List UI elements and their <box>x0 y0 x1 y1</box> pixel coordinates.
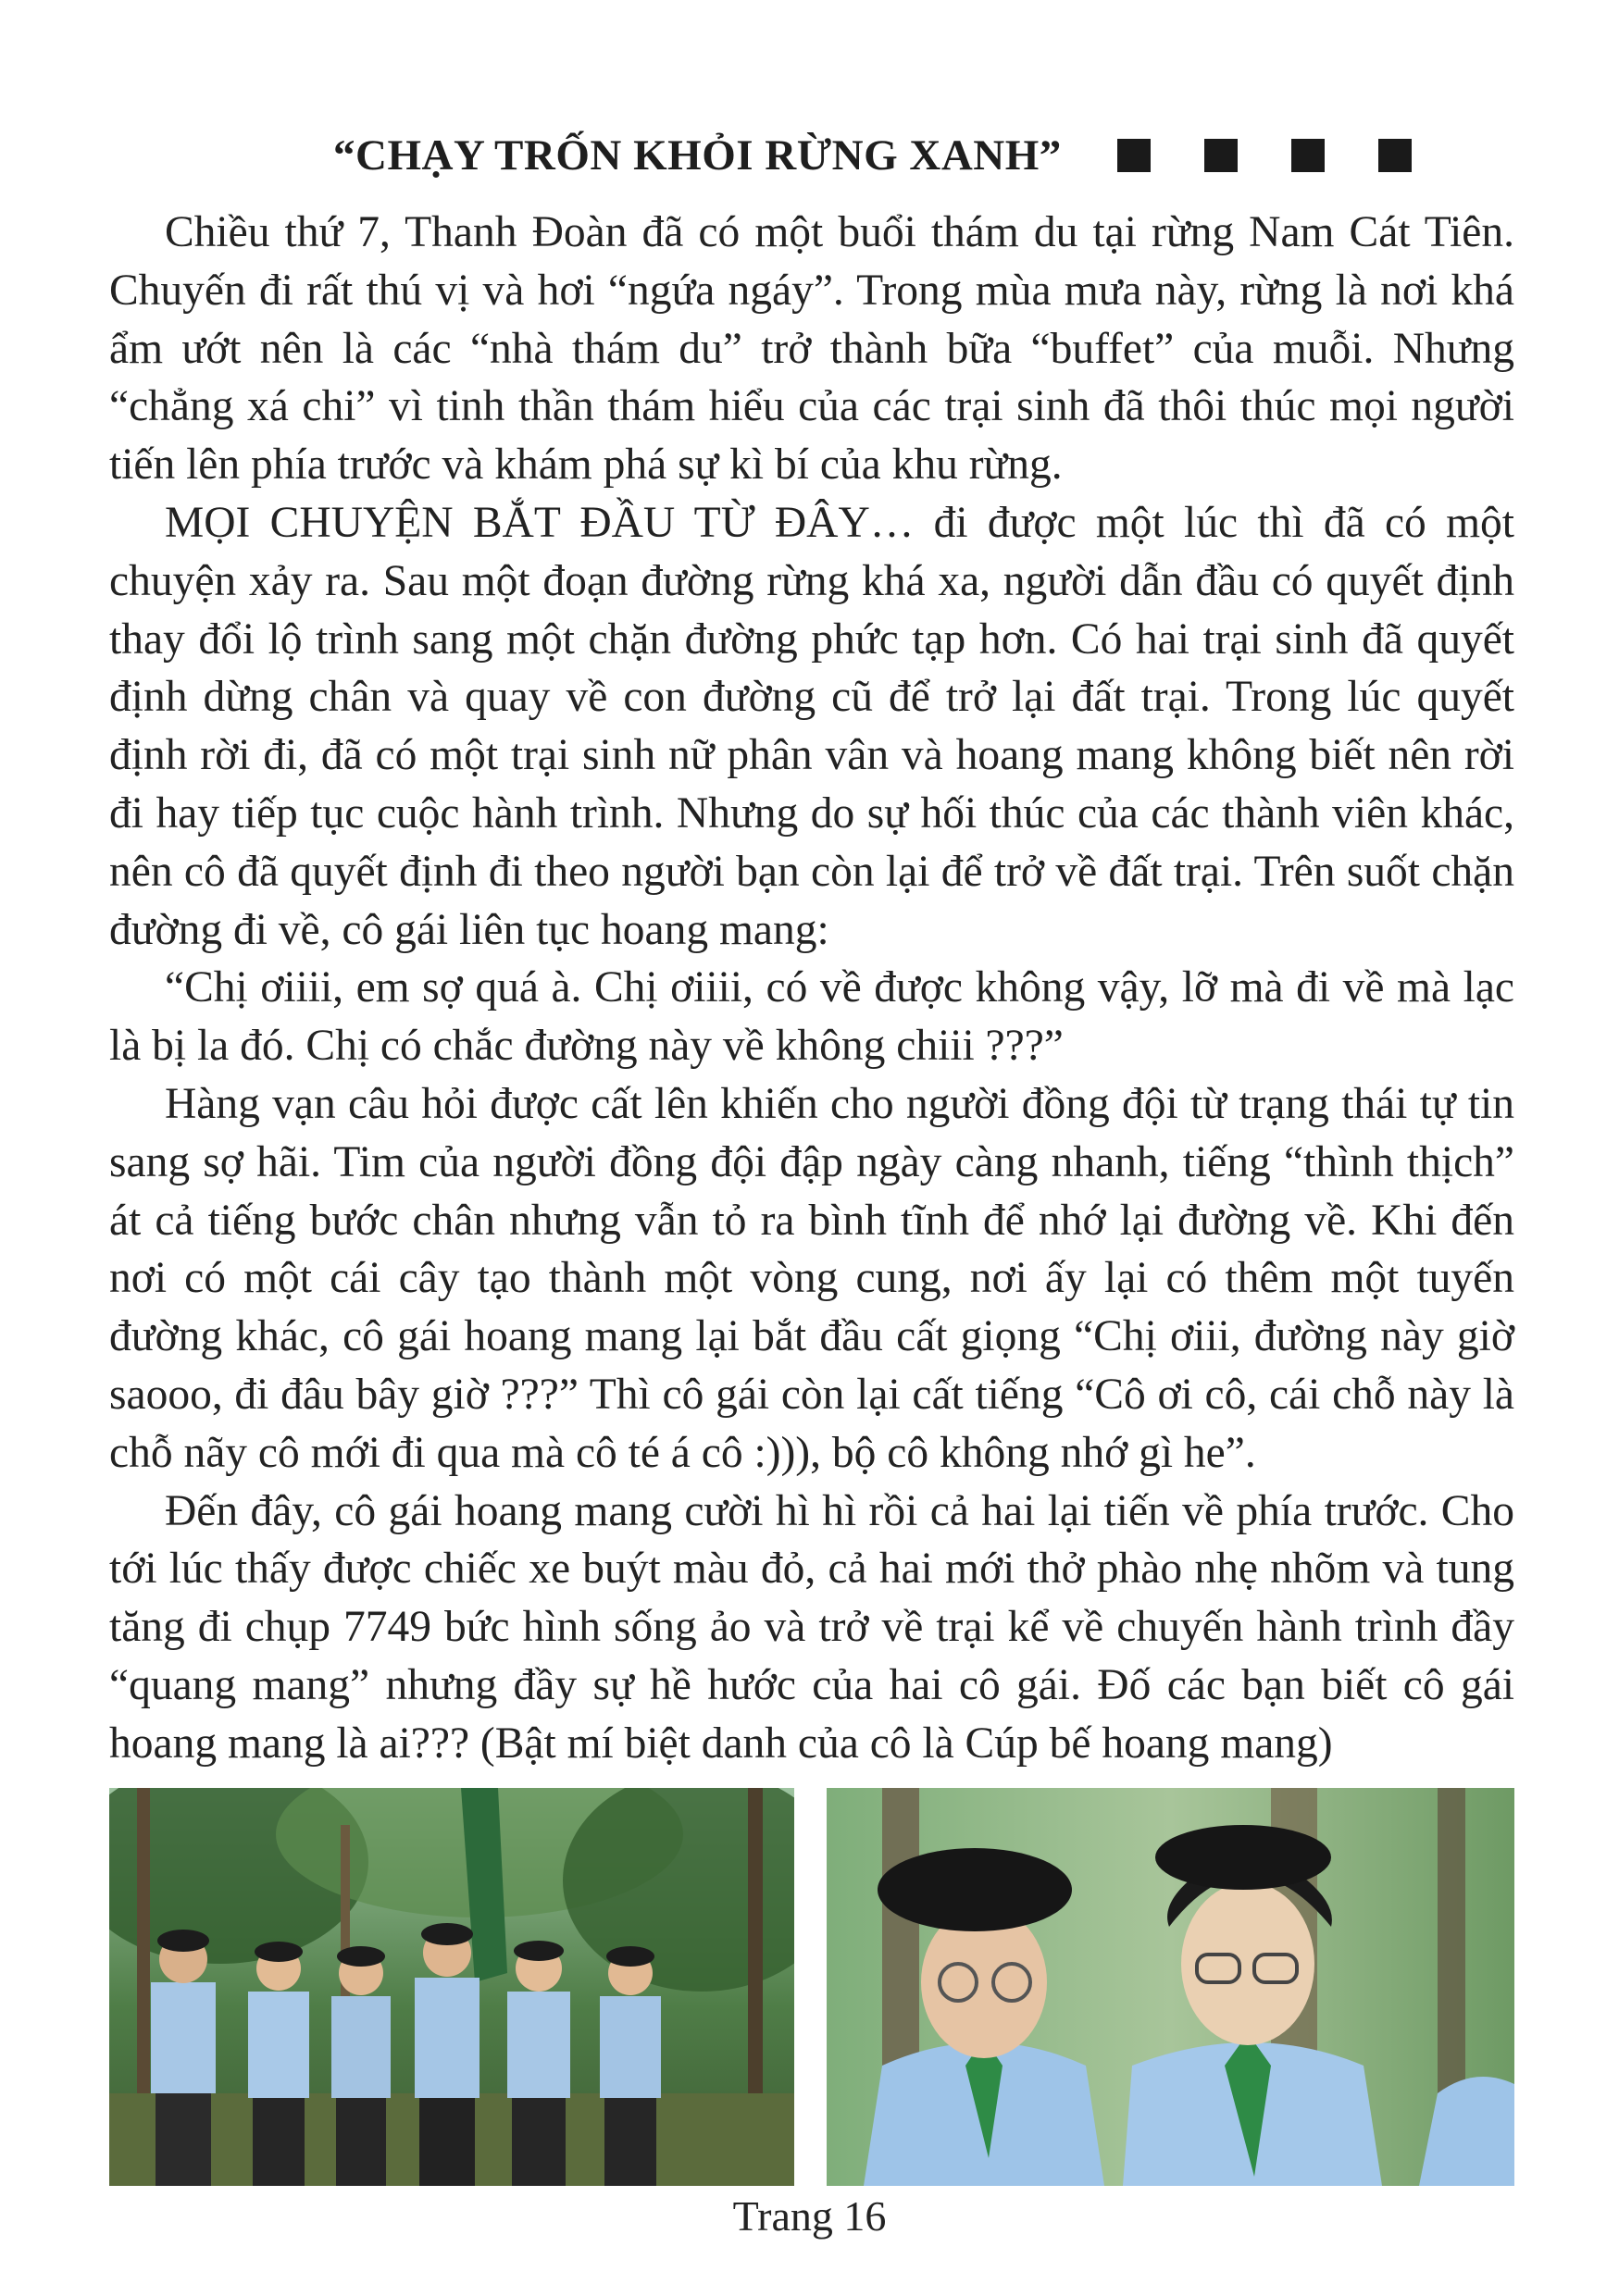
article-header <box>333 118 1481 192</box>
paragraph-story-start: MỌI CHUYỆN BẮT ĐẦU TỪ ĐÂY… đi được một lúc thì đã có một chuyện xảy ra. Sau một đoạn đường rừng khá xa, người dẫn đầu có quyết định thay đổi lộ trình sang một chặn đường phức tạp hơn. Có hai trại sinh đã quyết định dừng chân và quay về con đường cũ để trở lại đất trại. Trong lúc quyết định rời đi, đã có một trại sinh nữ phân vân và hoang mang không biết nên rời đi hay tiếp tục cuộc hành trình. Nhưng do sự hối thúc của các thành viên khác, nên cô đã quyết định đi theo người bạn còn lại để trở về đất trại. Trên suốt chặn đường đi về, cô gái liên tục hoang mang: <box>109 498 1514 954</box>
decorative-squares <box>1117 139 1412 172</box>
portrait-photo <box>827 1788 1514 2186</box>
page-number: Trang 16 <box>732 2192 887 2240</box>
paragraph-story-end: Đến đây, cô gái hoang mang cười hì hì rồi cả hai lại tiến về phía trước. Cho tới lúc thấy được chiếc xe buýt màu đỏ, cả hai mới thở phào nhẹ nhõm và tung tăng đi chụp 7749 bức hình sống ảo và trở về trại kể về chuyến hành trình đầy “quang mang” nhưng đầy sự hề hước của hai cô gái. Đố các bạn biết cô gái hoang mang là ai??? (Bật mí biệt danh của cô là Cúp bế hoang mang) <box>109 1486 1514 1768</box>
article-title: “CHẠY TRỐN KHỎI RỪNG XANH” <box>333 131 1062 180</box>
square-icon <box>1378 139 1412 172</box>
photo-row <box>109 1788 1514 2186</box>
paragraph-quote: “Chị ơiiii, em sợ quá à. Chị ơiiii, có về được không vậy, lỡ mà đi về mà lạc là bị la đó. Chị có chắc đường này về không chiii ???” <box>109 963 1514 1071</box>
article-body <box>109 204 1514 1773</box>
group-photo-image <box>109 1788 794 2186</box>
portrait-photo-image <box>827 1788 1514 2186</box>
square-icon <box>1117 139 1151 172</box>
square-icon <box>1291 139 1325 172</box>
group-photo <box>109 1788 794 2186</box>
paragraph-intro: Chiều thứ 7, Thanh Đoàn đã có một buổi thám du tại rừng Nam Cát Tiên. Chuyến đi rất thú vị và hơi “ngứa ngáy”. Trong mùa mưa này, rừng là nơi khá ẩm ướt nên là các “nhà thám du” trở thành bữa “buffet” của muỗi. Nhưng “chẳng xá chi” vì tinh thần thám hiểu của các trại sinh đã thôi thúc mọi người tiến lên phía trước và khám phá sự kì bí của khu rừng. <box>109 208 1514 490</box>
square-icon <box>1204 139 1238 172</box>
paragraph-story-middle: Hàng vạn câu hỏi được cất lên khiến cho người đồng đội từ trạng thái tự tin sang sợ hãi. Tim của người đồng đội đập ngày càng nhanh, tiếng “thình thịch” át cả tiếng bước chân nhưng vẫn tỏ ra bình tĩnh để nhớ lại đường về. Khi đến nơi có một cái cây tạo thành một vòng cung, nơi ấy lại có thêm một tuyến đường khác, cô gái hoang mang lại bắt đầu cất giọng “Chị ơiii, đường này giờ saooo, đi đâu bây giờ ???” Thì cô gái còn lại cất tiếng “Cô ơi cô, cái chỗ này là chỗ nãy cô mới đi qua mà cô té á cô :))), bộ cô không nhớ gì he”. <box>109 1079 1514 1477</box>
